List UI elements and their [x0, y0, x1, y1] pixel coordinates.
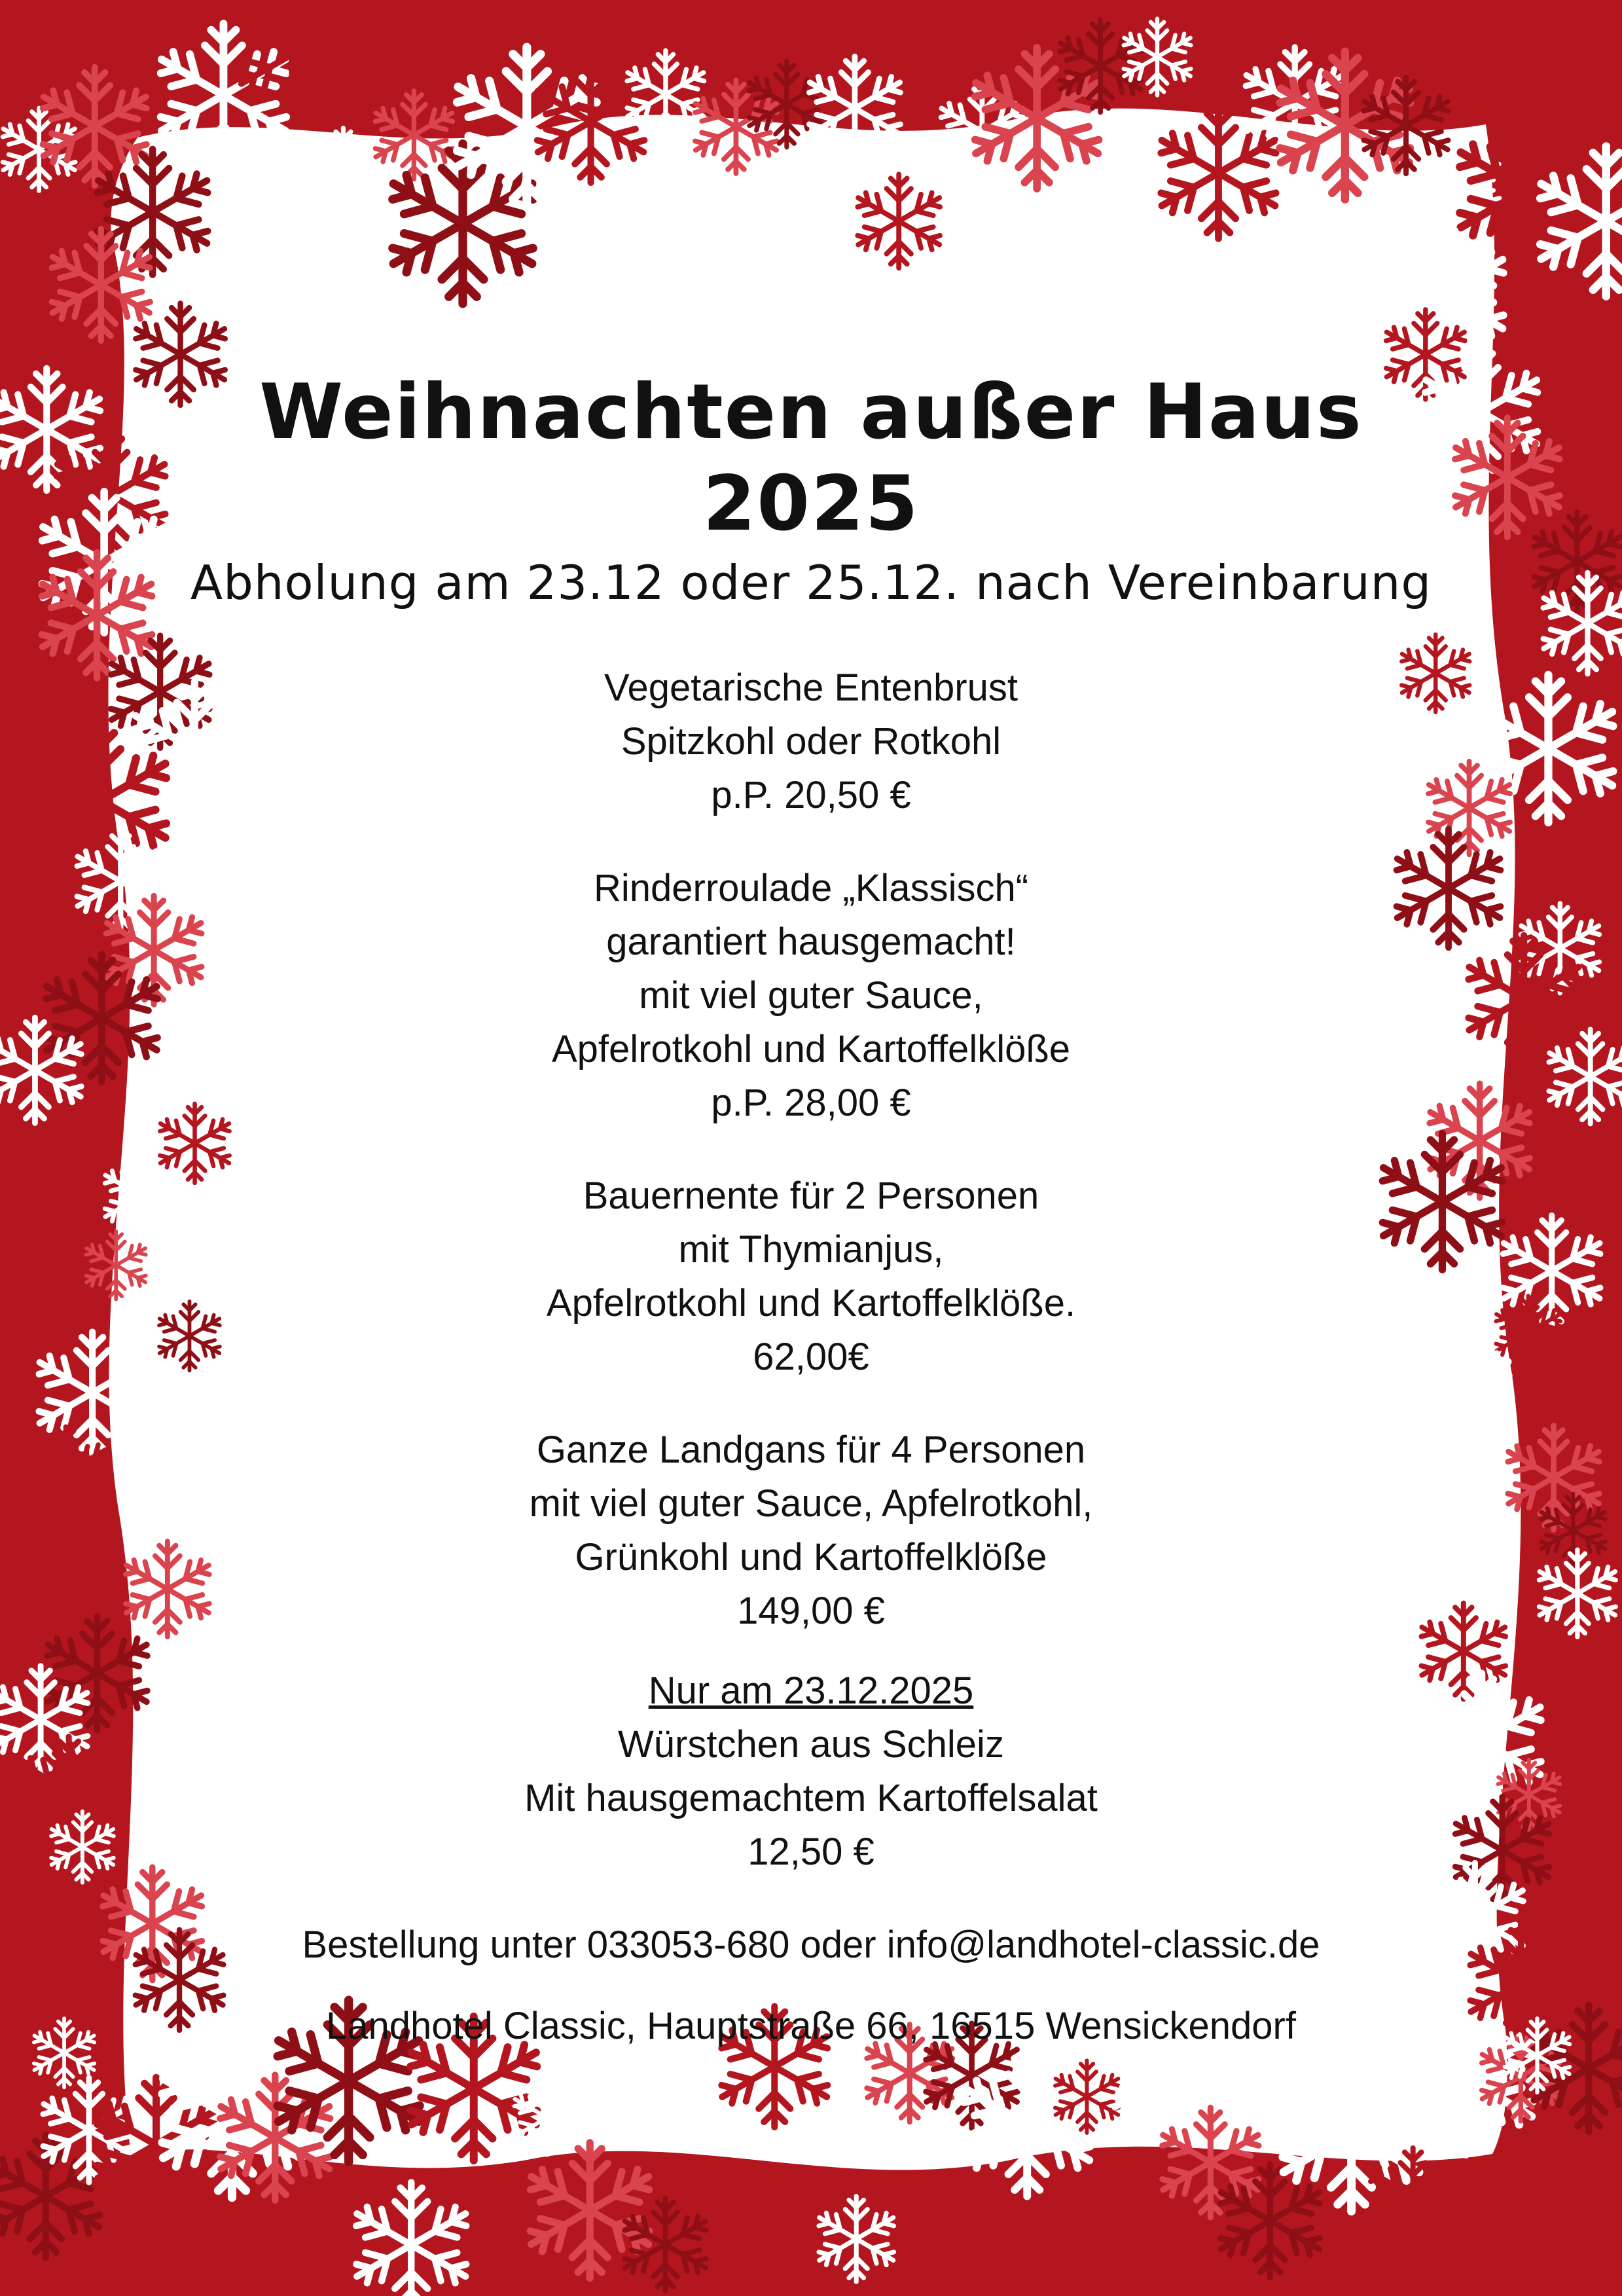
menu-item-description: Grünkohl und Kartoffelklöße — [575, 1536, 1047, 1578]
page-title: Weihnachten außer Haus 2025 — [259, 368, 1363, 548]
menu-item-title: Rinderroulade „Klassisch“ — [593, 867, 1029, 909]
menu-item-price: 12,50 € — [748, 1831, 874, 1873]
menu-item-title: Bauernente für 2 Personen — [583, 1175, 1039, 1217]
menu-item-price: 149,00 € — [737, 1590, 885, 1632]
menu-item-date-heading: Nur am 23.12.2025 — [648, 1669, 974, 1712]
hotel-address: Landhotel Classic, Hauptstraße 66, 16515 Wensickendorf — [325, 2005, 1296, 2047]
menu-content — [164, 367, 1458, 2081]
menu-item-price: p.P. 20,50 € — [711, 774, 911, 816]
menu-item-price: 62,00€ — [753, 1336, 869, 1378]
menu-item-description: mit Thymianjus, — [678, 1228, 944, 1271]
menu-item-description: mit viel guter Sauce, Apfelrotkohl, — [529, 1482, 1093, 1525]
menu-item-description: Spitzkohl oder Rotkohl — [621, 720, 1001, 763]
menu-item-vegetarian — [164, 661, 1458, 822]
menu-item-wuerstchen — [164, 1664, 1458, 1879]
menu-item-description: Apfelrotkohl und Kartoffelklöße — [551, 1028, 1071, 1070]
menu-item-description: mit viel guter Sauce, — [639, 974, 983, 1017]
menu-item-description: Mit hausgemachtem Kartoffelsalat — [524, 1777, 1098, 1819]
menu-item-description: Apfelrotkohl und Kartoffelklöße. — [546, 1282, 1076, 1324]
menu-item-title: Vegetarische Entenbrust — [604, 666, 1018, 709]
menu-item-price: p.P. 28,00 € — [711, 1082, 911, 1124]
order-contact: Bestellung unter 033053-680 oder info@landhotel-classic.de — [302, 1923, 1320, 1966]
menu-item-bauernente — [164, 1169, 1458, 1384]
menu-item-title: Würstchen aus Schleiz — [618, 1723, 1004, 1766]
menu-item-landgans — [164, 1423, 1458, 1638]
pickup-subtitle: Abholung am 23.12 oder 25.12. nach Vereinbarung — [190, 555, 1432, 610]
menu-item-description: garantiert hausgemacht! — [606, 920, 1016, 963]
menu-item-rinderroulade — [164, 862, 1458, 1130]
menu-item-title: Ganze Landgans für 4 Personen — [536, 1429, 1086, 1471]
